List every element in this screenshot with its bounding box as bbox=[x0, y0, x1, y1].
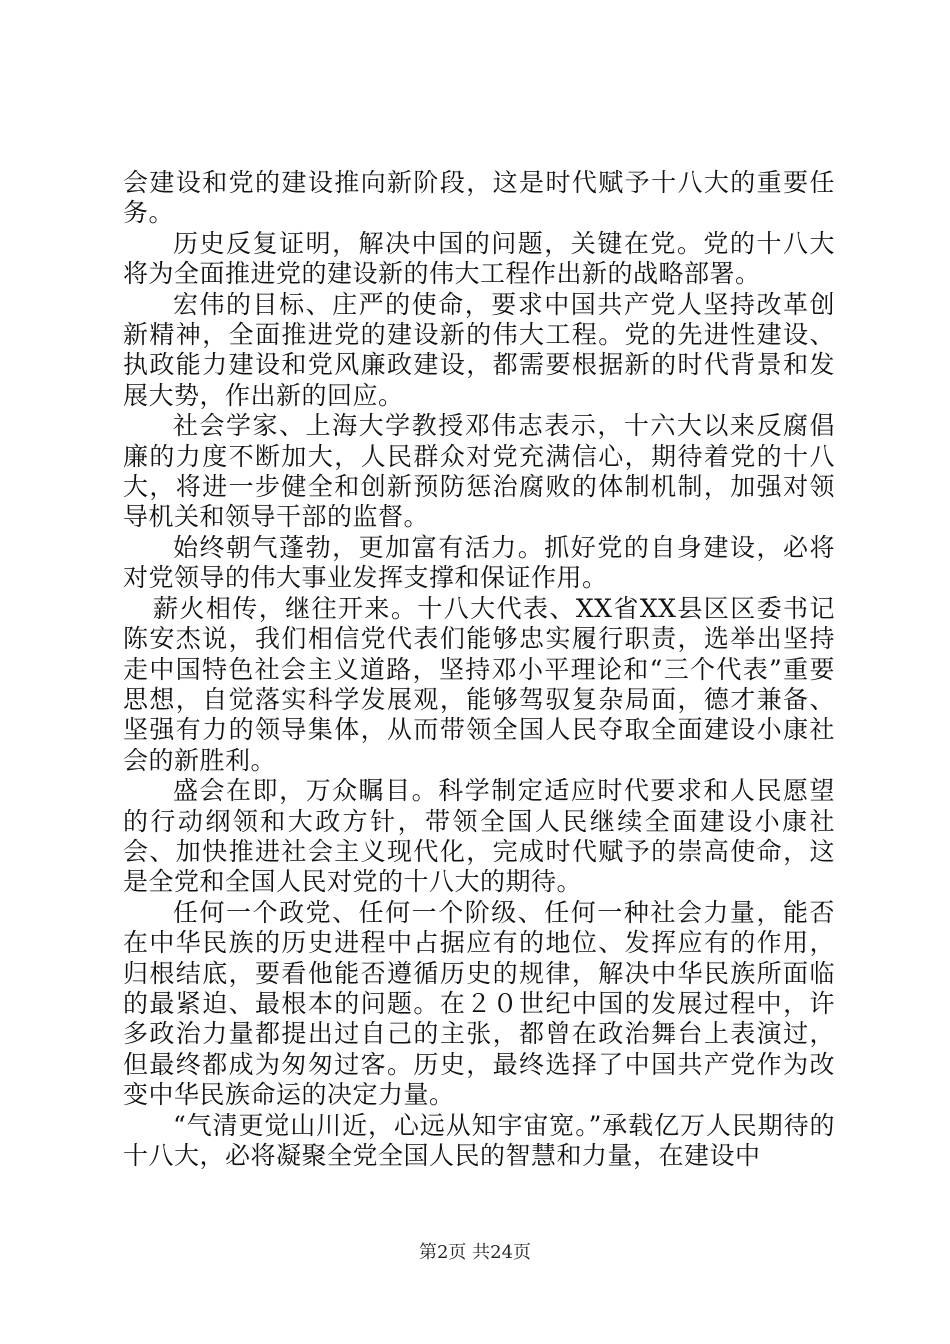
paragraph-2: 历史反复证明，解决中国的问题，关键在党。党的十八大将为全面推进党的建设新的伟大工程作出新的战略部署。 bbox=[123, 228, 835, 289]
paragraph-8: 任何一个政党、任何一个阶级、任何一种社会力量，能否在中华民族的历史进程中占据应有的地位、发挥应有的作用，归根结底，要看他能否遵循历史的规律，解决中华民族所面临的最紧迫、最根本的问题。在２０世纪中国的发展过程中，许多政治力量都提出过自己的主张，都曾在政治舞台上表演过，但最终都成为匆匆过客。历史，最终选择了中国共产党作为改变中华民族命运的决定力量。 bbox=[123, 897, 835, 1110]
paragraph-5: 始终朝气蓬勃，更加富有活力。抓好党的自身建设，必将对党领导的伟大事业发挥支撑和保证作用。 bbox=[123, 532, 835, 593]
paragraph-6: 薪火相传，继往开来。十八大代表、XX省XX县区区委书记陈安杰说，我们相信党代表们能够忠实履行职责，选举出坚持走中国特色社会主义道路，坚持邓小平理论和“三个代表”重要思想，自觉落实科学发展观，能够驾驭复杂局面，德才兼备、坚强有力的领导集体，从而带领全国人民夺取全面建设小康社会的新胜利。 bbox=[123, 593, 835, 775]
document-body bbox=[123, 168, 835, 1171]
paragraph-7: 盛会在即，万众瞩目。科学制定适应时代要求和人民愿望的行动纲领和大政方针，带领全国人民继续全面建设小康社会、加快推进社会主义现代化，完成时代赋予的崇高使命，这是全党和全国人民对党的十八大的期待。 bbox=[123, 776, 835, 897]
paragraph-1: 会建设和党的建设推向新阶段，这是时代赋予十八大的重要任务。 bbox=[123, 168, 835, 228]
paragraph-3: 宏伟的目标、庄严的使命，要求中国共产党人坚持改革创新精神，全面推进党的建设新的伟大工程。党的先进性建设、执政能力建设和党风廉政建设，都需要根据新的时代背景和发展大势，作出新的回应。 bbox=[123, 289, 835, 410]
page-number-footer: 第2页 共24页 bbox=[418, 1242, 532, 1263]
paragraph-9: “气清更觉山川近，心远从知宇宙宽。”承载亿万人民期待的十八大，必将凝聚全党全国人民的智慧和力量，在建设中 bbox=[123, 1110, 835, 1170]
paragraph-4: 社会学家、上海大学教授邓伟志表示，十六大以来反腐倡廉的力度不断加大，人民群众对党充满信心，期待着党的十八大，将进一步健全和创新预防惩治腐败的体制机制，加强对领导机关和领导干部的监督。 bbox=[123, 411, 835, 532]
